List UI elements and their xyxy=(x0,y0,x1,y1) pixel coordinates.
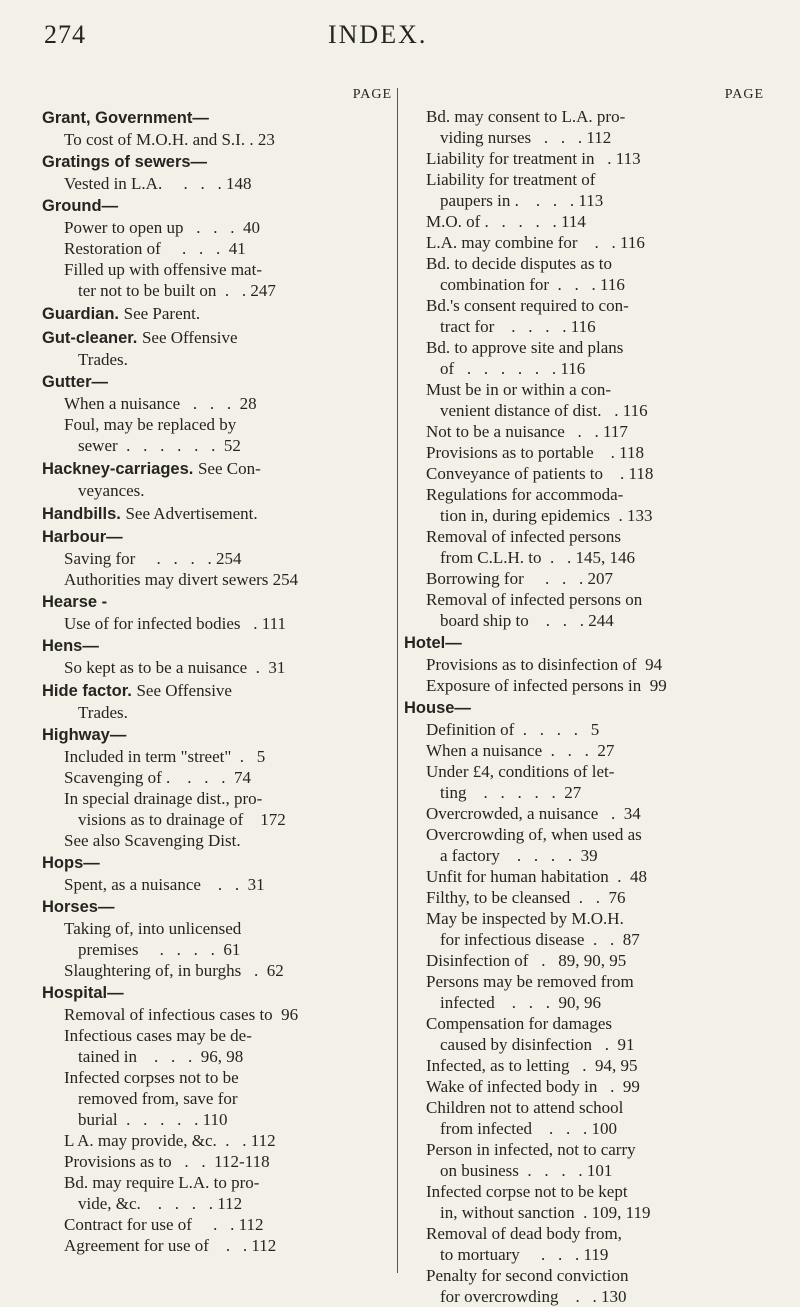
index-subentry: Infectious cases may be de- xyxy=(64,1026,252,1045)
column-divider xyxy=(397,88,398,1273)
index-heading xyxy=(42,303,392,325)
index-subentry: Person in infected, not to carry xyxy=(426,1140,636,1159)
index-subentry: Included in term "street" . 5 xyxy=(64,747,266,766)
index-subentry: Infected corpses not to be xyxy=(64,1068,239,1087)
index-subentry: Bd. may require L.A. to pro- xyxy=(64,1173,260,1192)
index-subentry: Infected, as to letting . 94, 95 xyxy=(426,1056,638,1075)
index-heading xyxy=(42,327,392,349)
index-column-right xyxy=(404,84,764,1307)
index-heading xyxy=(42,592,392,613)
index-subentry: Vested in L.A. . . . 148 xyxy=(64,174,252,193)
index-continuation: infected . . . 90, 96 xyxy=(440,993,601,1012)
heading-term: Grant, Government— xyxy=(42,109,209,127)
index-subentry: Slaughtering of, in burghs . 62 xyxy=(64,961,284,980)
index-subentry: M.O. of . . . . . 114 xyxy=(426,212,586,231)
index-subentry: Saving for . . . . 254 xyxy=(64,549,242,568)
index-heading xyxy=(42,458,392,480)
index-heading xyxy=(42,152,392,173)
index-heading xyxy=(42,680,392,702)
index-continuation: of . . . . . . 116 xyxy=(440,359,586,378)
index-heading xyxy=(42,503,392,525)
cross-reference: See Parent. xyxy=(123,304,201,323)
heading-term: Hearse - xyxy=(42,593,108,611)
index-subentry: Must be in or within a con- xyxy=(426,380,612,399)
index-continuation: vide, &c. . . . . 112 xyxy=(78,1194,243,1213)
index-continuation: board ship to . . . 244 xyxy=(440,611,614,630)
index-subentry: Removal of dead body from, xyxy=(426,1224,622,1243)
index-subentry: When a nuisance . . . 27 xyxy=(426,741,615,760)
heading-term: Gut-cleaner. xyxy=(42,329,138,347)
index-subentry: Bd. to approve site and plans xyxy=(426,338,624,357)
index-subentry: Exposure of infected persons in 99 xyxy=(426,676,667,695)
heading-term: Highway— xyxy=(42,726,127,744)
index-heading xyxy=(404,698,764,719)
index-subentry: Scavenging of . . . . 74 xyxy=(64,768,251,787)
page-column-label: PAGE xyxy=(352,87,392,102)
index-subentry: Use of for infected bodies . 111 xyxy=(64,614,287,633)
index-subentry: Removal of infectious cases to 96 xyxy=(64,1005,299,1024)
index-subentry: Foul, may be replaced by xyxy=(64,415,237,434)
index-entries xyxy=(404,106,764,1307)
index-heading xyxy=(42,108,392,129)
index-heading xyxy=(42,196,392,217)
heading-term: Hops— xyxy=(42,854,100,872)
heading-term: Hackney-carriages. xyxy=(42,460,194,478)
index-subentry: Conveyance of patients to . 118 xyxy=(426,464,654,483)
index-heading xyxy=(42,897,392,918)
index-subentry: Provisions as to disinfection of 94 xyxy=(426,655,663,674)
index-continuation: combination for . . . 116 xyxy=(440,275,625,294)
index-subentry: Authorities may divert sewers 254 xyxy=(64,570,299,589)
index-subentry: Removal of infected persons xyxy=(426,527,621,546)
index-subentry: Liability for treatment in . 113 xyxy=(426,149,641,168)
index-continuation: visions as to drainage of 172 xyxy=(78,810,286,829)
index-column-left xyxy=(42,84,392,1256)
index-continuation: premises . . . . 61 xyxy=(78,940,241,959)
cross-reference: See Advertisement. xyxy=(125,504,258,523)
index-subentry: Children not to attend school xyxy=(426,1098,624,1117)
index-subentry: Power to open up . . . 40 xyxy=(64,218,260,237)
index-subentry: Restoration of . . . 41 xyxy=(64,239,246,258)
heading-term: Gratings of sewers— xyxy=(42,153,208,171)
index-subentry: Contract for use of . . 112 xyxy=(64,1215,264,1234)
heading-term: Guardian. xyxy=(42,305,120,323)
index-entries xyxy=(42,108,392,1256)
heading-term: Harbour— xyxy=(42,528,123,546)
heading-term: House— xyxy=(404,699,471,717)
index-continuation: paupers in . . . . 113 xyxy=(440,191,604,210)
index-continuation: on business . . . . 101 xyxy=(440,1161,613,1180)
heading-term: Hotel— xyxy=(404,634,462,652)
index-subentry: Liability for treatment of xyxy=(426,170,596,189)
index-subentry: Definition of . . . . 5 xyxy=(426,720,600,739)
index-continuation: sewer . . . . . . 52 xyxy=(78,436,241,455)
index-subentry: Compensation for damages xyxy=(426,1014,613,1033)
index-subentry: Regulations for accommoda- xyxy=(426,485,624,504)
index-continuation: removed from, save for xyxy=(78,1089,238,1108)
index-continuation: Trades. xyxy=(78,350,128,369)
index-subentry: See also Scavenging Dist. xyxy=(64,831,241,850)
index-subentry: When a nuisance . . . 28 xyxy=(64,394,257,413)
heading-term: Hens— xyxy=(42,637,99,655)
index-subentry: Removal of infected persons on xyxy=(426,590,643,609)
index-subentry: L.A. may combine for . . 116 xyxy=(426,233,645,252)
index-subentry: So kept as to be a nuisance . 31 xyxy=(64,658,286,677)
index-heading xyxy=(42,527,392,548)
index-subentry: Taking of, into unlicensed xyxy=(64,919,242,938)
index-continuation: to mortuary . . . 119 xyxy=(440,1245,609,1264)
index-subentry: Bd. may consent to L.A. pro- xyxy=(426,107,626,126)
index-subentry: Disinfection of . 89, 90, 95 xyxy=(426,951,627,970)
index-continuation: from infected . . . 100 xyxy=(440,1119,618,1138)
index-subentry: Agreement for use of . . 112 xyxy=(64,1236,277,1255)
index-continuation: ter not to be built on . . 247 xyxy=(78,281,276,300)
index-subentry: Overcrowding of, when used as xyxy=(426,825,642,844)
index-heading xyxy=(42,983,392,1004)
index-heading xyxy=(42,725,392,746)
index-subentry: Persons may be removed from xyxy=(426,972,634,991)
index-continuation: tract for . . . . 116 xyxy=(440,317,596,336)
index-heading xyxy=(404,633,764,654)
index-subentry: May be inspected by M.O.H. xyxy=(426,909,624,928)
heading-term: Ground— xyxy=(42,197,119,215)
index-continuation: Trades. xyxy=(78,703,128,722)
index-subentry: Filled up with offensive mat- xyxy=(64,260,262,279)
index-continuation: for infectious disease . . 87 xyxy=(440,930,640,949)
index-continuation: for overcrowding . . 130 xyxy=(440,1287,627,1306)
index-subentry: Filthy, to be cleansed . . 76 xyxy=(426,888,626,907)
index-subentry: Provisions as to . . 112-118 xyxy=(64,1152,270,1171)
index-subentry: L A. may provide, &c. . . 112 xyxy=(64,1131,276,1150)
heading-term: Hide factor. xyxy=(42,682,132,700)
index-continuation: tion in, during epidemics . 133 xyxy=(440,506,653,525)
page-column-label: PAGE xyxy=(724,87,764,102)
index-subentry: To cost of M.O.H. and S.I. . 23 xyxy=(64,130,275,149)
index-continuation: tained in . . . 96, 98 xyxy=(78,1047,244,1066)
index-heading xyxy=(42,372,392,393)
index-subentry: Provisions as to portable . 118 xyxy=(426,443,644,462)
page-number: 274 xyxy=(44,20,86,49)
index-subentry: Infected corpse not to be kept xyxy=(426,1182,628,1201)
cross-reference: See Con- xyxy=(197,459,261,478)
cross-reference: See Offensive xyxy=(141,328,238,347)
index-continuation: veyances. xyxy=(78,481,145,500)
index-subentry: Penalty for second conviction xyxy=(426,1266,629,1285)
index-continuation: caused by disinfection . 91 xyxy=(440,1035,635,1054)
index-continuation: venient distance of dist. . 116 xyxy=(440,401,648,420)
index-continuation: burial . . . . . 110 xyxy=(78,1110,228,1129)
running-head: INDEX. xyxy=(328,20,428,49)
index-subentry: Spent, as a nuisance . . 31 xyxy=(64,875,265,894)
index-subentry: Bd.'s consent required to con- xyxy=(426,296,629,315)
index-heading xyxy=(42,853,392,874)
index-subentry: Overcrowded, a nuisance . 34 xyxy=(426,804,641,823)
index-subentry: Unfit for human habitation . 48 xyxy=(426,867,647,886)
index-continuation: ting . . . . . 27 xyxy=(440,783,582,802)
heading-term: Gutter— xyxy=(42,373,108,391)
index-subentry: Under £4, conditions of let- xyxy=(426,762,615,781)
index-subentry: Not to be a nuisance . . 117 xyxy=(426,422,628,441)
heading-term: Hospital— xyxy=(42,984,124,1002)
index-continuation: from C.L.H. to . . 145, 146 xyxy=(440,548,636,567)
index-subentry: In special drainage dist., pro- xyxy=(64,789,263,808)
index-subentry: Wake of infected body in . 99 xyxy=(426,1077,640,1096)
heading-term: Handbills. xyxy=(42,505,121,523)
heading-term: Horses— xyxy=(42,898,115,916)
index-continuation: in, without sanction . 109, 119 xyxy=(440,1203,651,1222)
index-continuation: a factory . . . . 39 xyxy=(440,846,598,865)
index-continuation: viding nurses . . . 112 xyxy=(440,128,612,147)
index-heading xyxy=(42,636,392,657)
index-subentry: Bd. to decide disputes as to xyxy=(426,254,613,273)
cross-reference: See Offensive xyxy=(136,681,232,700)
index-subentry: Borrowing for . . . 207 xyxy=(426,569,613,588)
